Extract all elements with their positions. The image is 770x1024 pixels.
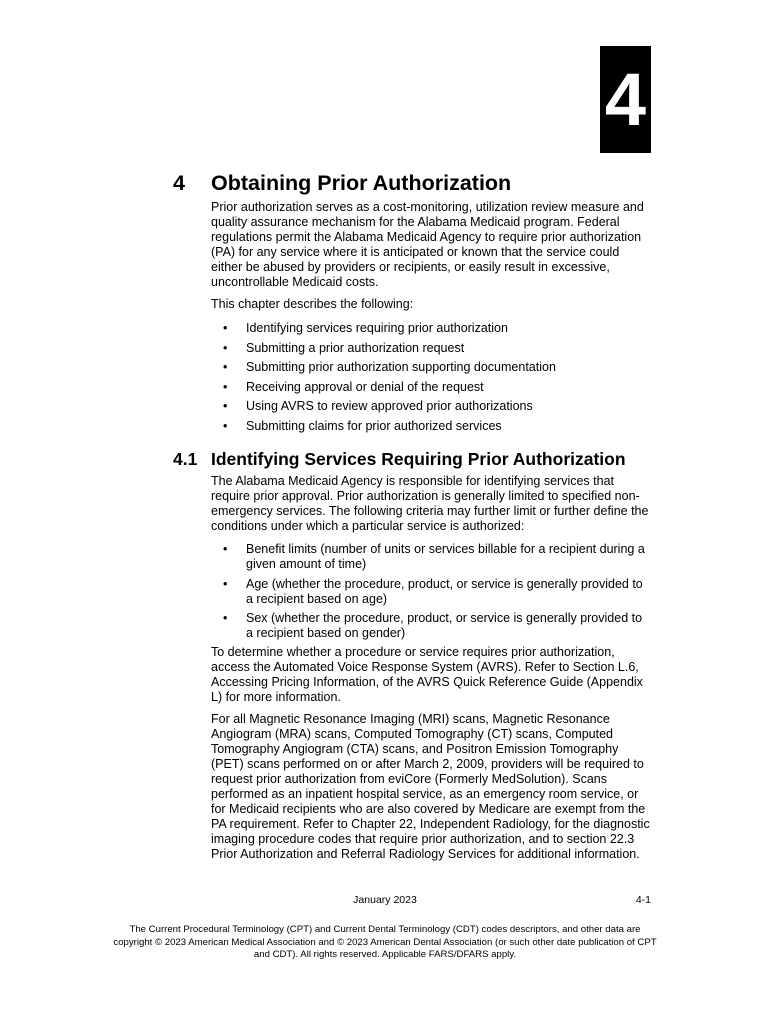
list-item — [211, 542, 651, 572]
bullet-icon: • — [223, 340, 228, 355]
section-paragraph-2 — [211, 645, 651, 705]
list-item-text: Receiving approval or denial of the request — [246, 379, 484, 394]
list-item-text: Using AVRS to review approved prior authorizations — [246, 399, 533, 414]
footer-page-number: 4-1 — [635, 894, 651, 906]
chapter-heading-title: Obtaining Prior Authorization — [211, 171, 512, 195]
section-heading-title: Identifying Services Requiring Prior Authorization — [211, 449, 626, 469]
intro-paragraph-1 — [211, 200, 651, 290]
list-item-text: Benefit limits (number of units or services billable for a recipient during a given amount of time) — [246, 542, 645, 571]
list-item — [211, 360, 651, 375]
list-item-text: Identifying services requiring prior authorization — [246, 321, 508, 335]
list-item-text: Submitting claims for prior authorized services — [246, 418, 502, 433]
list-item — [211, 380, 651, 395]
list-item — [211, 341, 651, 356]
list-item-text: Submitting a prior authorization request — [246, 340, 465, 355]
section-paragraph-1-text: The Alabama Medicaid Agency is responsible for identifying services that require prior approval. Prior authorization is generally limited to specified non-emergency services. The following criteria may further limit or further define the conditions under which a particular service is authorized: — [211, 474, 649, 533]
list-item-text: Submitting prior authorization supporting documentation — [246, 360, 556, 375]
list-item-text: Sex (whether the procedure, product, or service is generally provided to a recipient based on gender) — [246, 611, 643, 641]
list-item — [211, 577, 651, 607]
section-heading-number: 4.1 — [173, 449, 198, 469]
bullet-icon: • — [223, 576, 228, 591]
section-paragraph-3-text: For all Magnetic Resonance Imaging (MRI) scans, Magnetic Resonance Angiogram (MRA) scans, Computed Tomography (CT) scans, Computed Tomography Angiogram (CTA) scans, and Positron Emission Tomography (PET) scans performed on or after March 2, 2009, providers will be required to request prior authorization from eviCore (Formerly MedSolution). Scans performed as an inpatient hospital service, as an emergency room service, or for Medicaid recipients who are also covered by Medicare are exempt from the PA requirement. Refer to Chapter 22, Independent Radiology, for the diagnostic imaging procedure codes that require prior authorization, and to section 22.3 Prior Authorization and Referral Radiology Services for additional information. — [211, 712, 650, 861]
bullet-icon: • — [223, 418, 228, 433]
bullet-icon: • — [223, 360, 228, 375]
intro-paragraph-1-text: Prior authorization serves as a cost-monitoring, utilization review measure and quality assurance mechanism for the Alabama Medicaid program. Federal regulations permit the Alabama Medicaid Agency to require prior authorization (PA) for any service where it is anticipated or known that the service could either be abused by providers or recipients, or easily result in excessive, uncontrollable Medicaid costs. — [211, 200, 644, 289]
section-paragraph-1 — [211, 474, 651, 534]
bullet-icon: • — [223, 379, 228, 394]
chapter-number-tab: 4 — [600, 46, 651, 153]
copyright-notice: The Current Procedural Terminology (CPT) and Current Dental Terminology (CDT) codes descriptors, and other data are copyright © 2023 American Medical Association and © 2023 American Dental Association (or such other date publication of CPT and CDT). All rights reserved. Applicable FARS/DFARS apply. — [113, 924, 657, 960]
bullet-icon: • — [223, 321, 228, 335]
list-item-text: Age (whether the procedure, product, or service is generally provided to a recipient based on age) — [246, 576, 643, 606]
bullet-icon: • — [223, 542, 228, 556]
section-paragraph-3 — [211, 712, 651, 862]
intro-paragraph-2-text: This chapter describes the following: — [211, 297, 414, 311]
list-item — [211, 419, 651, 434]
bullet-icon: • — [223, 611, 228, 626]
list-item — [211, 321, 651, 336]
list-item — [211, 611, 651, 641]
bullet-icon: • — [223, 399, 228, 414]
footer-date: January 2023 — [353, 894, 417, 906]
section-paragraph-2-text: To determine whether a procedure or service requires prior authorization, access the Automated Voice Response System (AVRS). Refer to Section L.6, Accessing Pricing Information, of the AVRS Quick Reference Guide (Appendix L) for more information. — [211, 645, 643, 704]
chapter-topics-list — [211, 321, 651, 434]
chapter-heading-number: 4 — [173, 171, 185, 195]
intro-paragraph-2 — [211, 297, 651, 312]
criteria-list — [211, 542, 651, 641]
list-item — [211, 399, 651, 414]
